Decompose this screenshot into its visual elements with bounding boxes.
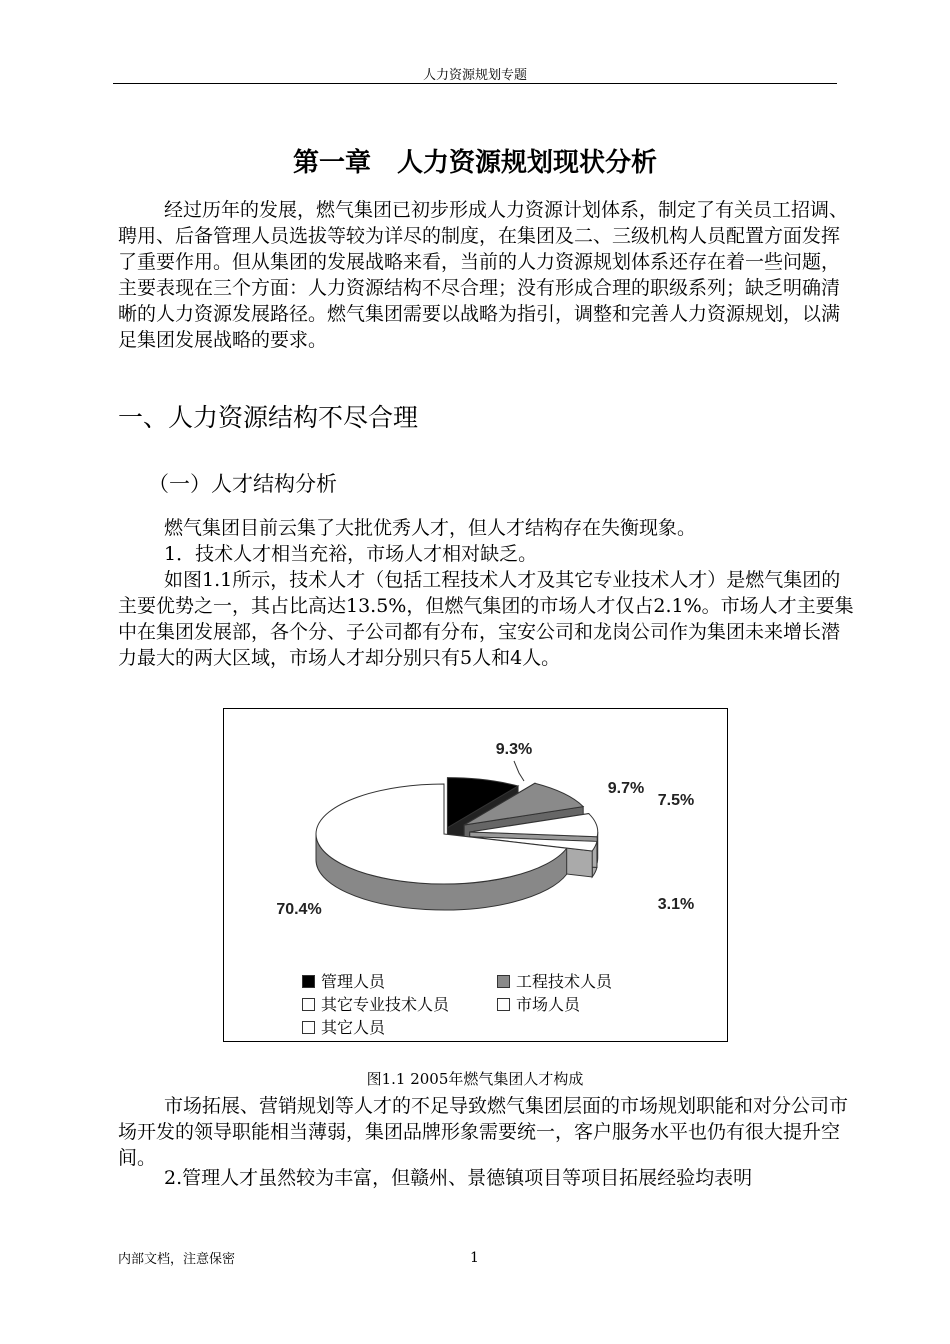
paragraph-talent-overview: 燃气集团目前云集了大批优秀人才，但人才结构存在失衡现象。 (164, 517, 697, 539)
data-label-slice-other-professional: 7.5% (657, 792, 695, 809)
data-label-slice-other-staff: 70.4% (276, 901, 322, 918)
legend-swatch (302, 998, 315, 1011)
data-label-slice-engineering: 9.7% (607, 780, 645, 797)
legend-swatch (302, 1021, 315, 1034)
pie-chart (223, 708, 728, 1042)
paragraph-point-one: 1．技术人才相当充裕，市场人才相对缺乏。 (164, 543, 538, 565)
leader-line-management (514, 761, 524, 781)
legend-item-engineering (497, 969, 612, 992)
paragraph-figure-description: 如图1.1所示，技术人才（包括工程技术人才及其它专业技术人才）是燃气集团的主要优势之一，其占比高达13.5%，但燃气集团的市场人才仅占2.1%。市场人才主要集中在集团发展部，各个分、子公司都有分布，宝安公司和龙岗公司作为集团未来增长潜力最大的两大区域，市场人才却分别只有5人和4人。 (118, 569, 854, 669)
page-number: 1 (470, 1250, 479, 1266)
paragraph-market-impact: 市场拓展、营销规划等人才的不足导致燃气集团层面的市场规划职能和对分公司市场开发的领导职能相当薄弱，集团品牌形象需要统一，客户服务水平也仍有很大提升空间。 (118, 1095, 849, 1169)
legend-item-management (302, 969, 385, 992)
legend-item-other-professional (302, 992, 449, 1015)
data-label-slice-management: 9.3% (495, 741, 533, 758)
paragraph-point-two: 2.管理人才虽然较为丰富，但赣州、景德镇项目等项目拓展经验均表明 (164, 1167, 753, 1189)
section-title: 一、人力资源结构不尽合理 (118, 403, 419, 432)
legend-swatch (302, 975, 315, 988)
chapter-title: 第一章 人力资源规划现状分析 (292, 148, 657, 178)
subsection-title: （一）人才结构分析 (148, 472, 337, 496)
legend-swatch (497, 998, 510, 1011)
legend-label: 市场人员 (516, 995, 581, 1014)
data-label-slice-market: 3.1% (657, 896, 695, 913)
legend-item-market (497, 992, 580, 1015)
legend-label: 工程技术人员 (516, 972, 613, 991)
figure-caption: 图1.1 2005年燃气集团人才构成 (366, 1070, 584, 1088)
legend-label: 其它专业技术人员 (321, 995, 450, 1014)
pie-chart-graphic (224, 709, 727, 959)
legend-label: 管理人员 (321, 972, 386, 991)
footer-confidential-note: 内部文档，注意保密 (118, 1252, 236, 1267)
legend-swatch (497, 975, 510, 988)
legend-label: 其它人员 (321, 1018, 386, 1037)
page-header-title: 人力资源规划专题 (422, 68, 527, 83)
header-divider (113, 83, 837, 84)
legend-item-other-staff (302, 1015, 385, 1038)
intro-paragraph: 经过历年的发展，燃气集团已初步形成人力资源计划体系，制定了有关员工招调、聘用、后备管理人员选拔等较为详尽的制度，在集团及二、三级机构人员配置方面发挥了重要作用。但从集团的发展战略来看，当前的人力资源规划体系还存在着一些问题，主要表现在三个方面：人力资源结构不尽合理；没有形成合理的职级系列；缺乏明确清晰的人力资源发展路径。燃气集团需要以战略为指引，调整和完善人力资源规划，以满足集团发展战略的要求。 (118, 199, 849, 351)
